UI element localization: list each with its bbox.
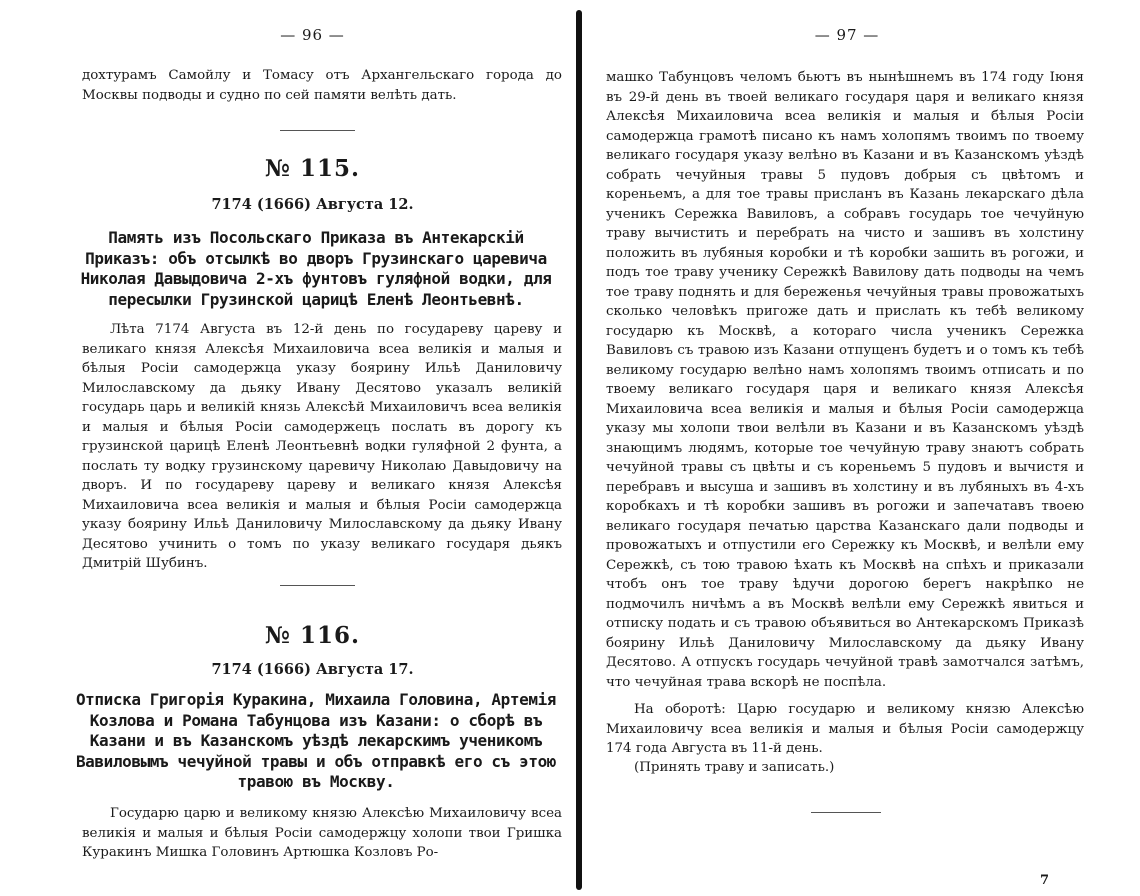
section-divider xyxy=(811,812,881,813)
page-number-right: — 97 — xyxy=(814,26,880,44)
right-page xyxy=(606,0,1088,896)
intro-text: дохтурамъ Самойлу и Томасу отъ Архангельскаго города до Москвы подводы и судно по сей памяти велѣть дать. xyxy=(82,68,562,103)
doc-116-continuation: машко Табунцовъ челомъ бьютъ въ нынѣшнемъ въ 174 году Іюня въ 29-й день въ твоей великаго государя царя и великаго князя Алексѣя Михаиловича всеа великія и малыя и бѣлыя Росіи самодержца грамотѣ писано къ намъ холопямъ твоимъ по твоему великаго государя указу велѣно въ Казани и въ Казанскомъ уѣздѣ собрать чечуйныя травы 5 пудовъ добрыя съ цвѣтомъ и кореньемъ, а для тое травы присланъ въ Казань лекарскаго дѣла ученикъ Сережка Вавиловъ, а собравъ государь тое чечуйную траву вычистить и перебрать на чисто и зашивъ въ холстину положить въ лубяныя коробки и тѣ коробки зашить въ рогожи, и подъ тое траву ученику Сережкѣ Вавилову дать подводы на чемъ тое траву поднять и для береженья чечуйныя травы провожатыхъ сколько человѣкъ пригоже дать и прислать къ тебѣ великому государю къ Москвѣ, а котораго числа ученикъ Сережка Вавиловъ съ травою изъ Казани отпущенъ будетъ и о томъ къ тебѣ великому государю велѣно намъ холопямъ твоимъ отписать и по твоему великаго государя царя и великаго князя Алексѣя Михаиловича всеа великія и малыя и бѣлыя Росіи самодержца указу мы холопи твои велѣли въ Казани и въ Казанскомъ уѣздѣ знающимъ людямъ, которые тое чечуйную траву знаютъ собрать чечуйной травы съ цвѣты и съ кореньемъ 5 пудовъ и вычистя и перебравъ и высуша и зашивъ въ холстину и въ лубяныхъ въ 4-хъ коробкахъ и тѣ коробки зашивъ въ рогожи и запечатавъ твоею великаго государя печатью царства Казанскаго дали подводы и провожатыхъ и отпустили его Сережку къ Москвѣ, и велѣли ему Сережкѣ, съ тою травою ѣхать къ Москвѣ на спѣхъ и приказали чтобъ онъ тое траву ѣдучи дорогою берегъ накрѣпко не подмочилъ ничѣмъ а въ Москвѣ велѣли ему Сережкѣ явиться и отписку подать и съ травою объявиться во Антекарскомъ Приказѣ боярину Ильѣ Даниловичу Милославскому да дьяку Ивану Десятово. А отпускъ государь чечуйной травѣ замотчался затѣмъ, что чечуйная трава вскорѣ не поспѣла. xyxy=(606,70,1084,690)
doc-115-date: 7174 (1666) Августа 12. xyxy=(211,196,414,213)
doc-115-title: Память изъ Посольскаго Приказа въ Антекарскій Приказъ: объ отсылкѣ во дворъ Грузинскаго царевича Николая Давыдовича 2-хъ фунтовъ гуляфной водки, для пересылки Грузинской царицѣ Еленѣ Леонтьевнѣ. xyxy=(80,228,552,309)
signature-mark: 7 xyxy=(1040,873,1050,888)
doc-115-body: Лѣта 7174 Августа въ 12-й день по государеву цареву и великаго князя Алексѣя Михаиловича всеа великія и малыя и бѣлыя Росіи самодержца указу боярину Ильѣ Даниловичу Милославскому да дьяку Ивану Десятово указалъ великій государь царь и великій князь Алексѣй Михаиловичъ всеа великія и малыя и бѣлыя Росіи самодержецъ послать въ дорогу къ грузинской царицѣ Еленѣ Леонтьевнѣ водки гуляфной 2 фунта, а послать ту водку грузинскому царевичу Николаю Давыдовичу на дворъ. И по государеву цареву и великаго князя Алексѣя Михаиловича всеа великія и малыя и бѣлыя Росіи самодержца указу боярину Ильѣ Даниловичу Милославскому да дьяку Ивану Десятово учинить о томъ по указу великаго государя дьякъ Дмитрій Шубинъ. xyxy=(82,322,562,571)
left-page xyxy=(60,0,565,896)
doc-116-date: 7174 (1666) Августа 17. xyxy=(211,661,414,678)
doc-116-number: № 116. xyxy=(264,622,361,649)
section-divider xyxy=(280,130,355,131)
doc-116-body: Государю царю и великому князю Алексѣю Михаиловичу всеа великія и малыя и бѣлыя Росіи самодержцу холопи твои Гришка Куракинъ Мишка Головинъ Артюшка Козловъ Ро- xyxy=(82,806,562,860)
doc-115-number: № 115. xyxy=(264,155,361,182)
page-number-left: — 96 — xyxy=(280,26,345,44)
book-gutter xyxy=(576,10,582,890)
reverse-note: На оборотѣ: Царю государю и великому князю Алексѣю Михаиловичу всеа великія и малыя и бѣлыя Росіи самодержцу 174 года Августа въ 11-й день. xyxy=(606,702,1084,756)
resolution-note: (Принять траву и записать.) xyxy=(634,760,835,775)
doc-116-title: Отписка Григорія Куракина, Михаила Головина, Артемія Козлова и Романа Табунцова изъ Казани: о сборѣ въ Казани и въ Казанскомъ уѣздѣ лекарскимъ ученикомъ Вавиловымъ чечуйной травы и объ отправкѣ его съ этою травою въ Москву. xyxy=(75,690,557,791)
section-divider xyxy=(280,585,355,586)
